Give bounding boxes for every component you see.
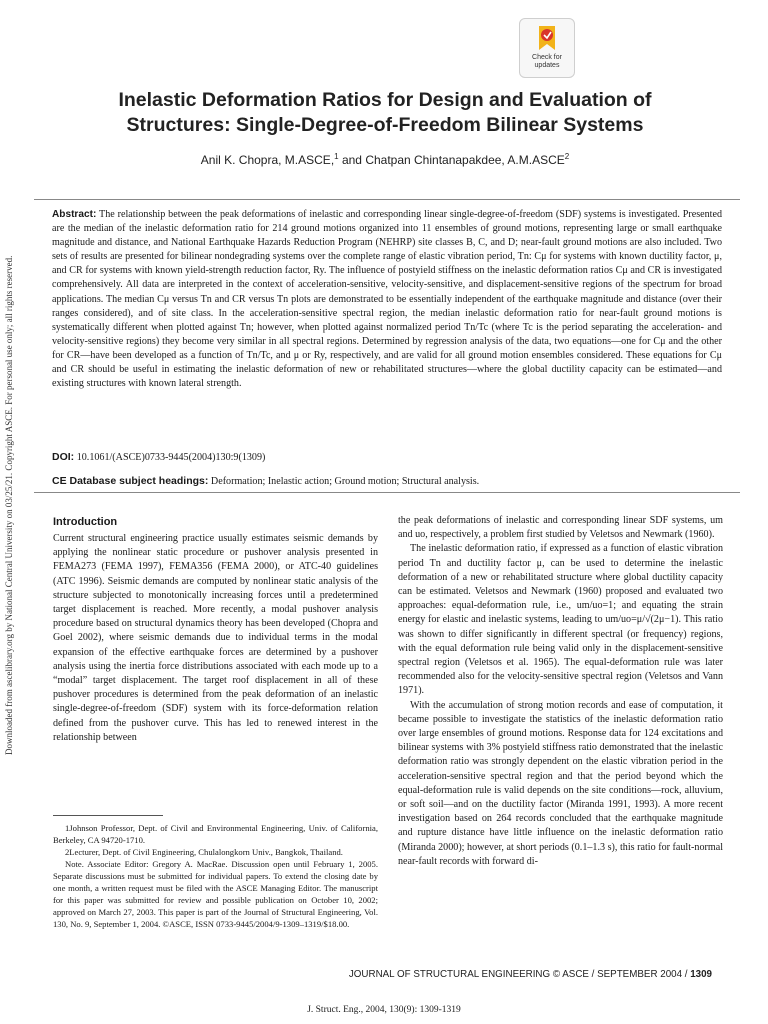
abstract-text: The relationship between the peak deformations of inelastic and corresponding linear single-degree-of-freedom (SDF) systems is investigated. Presented are the median of the inelastic deformation ratio for 214 ground motions organized into 11 ensembles of ground motions, representing large or small earthquake magnitude and distance, and National Earthquake Hazards Reduction Program (NEHRP) site classes B, C, and D; near-fault ground motions are also included. Two sets of results are presented for bilinear nondegrading systems over the complete range of elastic vibration period, Tn: Cμ for systems with known ductility factor, μ, and CR for systems with known yield-strength reduction factor, Ry. The influence of postyield stiffness on the inelastic deformation ratios Cμ and CR is investigated comprehensively. All data are interpreted in the context of acceleration-sensitive, velocity-sensitive, and displacement-sensitive regions of the spectrum for broad applications. The median Cμ versus Tn and CR versus Tn plots are demonstrated to be essentially independent of the earthquake magnitude and distance (over their ranges considered), and of site class. In the acceleration-sensitive spectral region, the median inelastic deformation ratio for near-fault ground motions is systematically different when plotted against Tn; however, when plotted against normalized period Tn/Tc (where Tc is the period separating the acceleration- and velocity-sensitive regions) they become very similar in all spectral regions. Determined by regression analysis of the data, two equations—one for Cμ and the other for CR—have been developed as a function of Tn/Tc, and μ or Ry, respectively, and are valid for all ground motion ensembles considered. These equations for Cμ and CR should be useful in estimating the inelastic deformation of new or rehabilitated structures—where the global ductility capacity can be estimated—and existing structures with known lateral strength. (52, 209, 722, 390)
paragraph: The inelastic deformation ratio, if expressed as a function of elastic vibration period Tn and ductility factor μ, can be used to determine the inelastic deformation of a new or rehabilitated structure where global ductility capacity can be estimated. Veletsos and Newmark (1960) proposed and evaluated two approaches: equal-deformation rule, i.e., um/uo=1; and equating the strain energy for elastic and inelastic systems, leading to um/uo=μ/√(2μ−1). This ratio was shown to differ significantly in different spectral (or frequency) regions, with the equal deformation rule being valid only in the displacement-sensitive spectral region (Veletsos et al. 1965). The equal-deformation rule was later recommended also for the velocity-sensitive spectral region (Veletsos and Vann 1971). (398, 543, 723, 697)
right-column (398, 514, 723, 954)
side-note-text: Downloaded from ascelibrary.org by National Central University on 03/25/21. Copyright ASCE. For personal use only; all rights reserved. (4, 255, 14, 755)
doi-label: DOI: (52, 451, 75, 463)
abstract-box (34, 199, 740, 493)
crossmark-bookmark-icon (536, 24, 558, 52)
check-for-updates-badge[interactable] (519, 18, 575, 78)
paragraph: With the accumulation of strong motion records and ease of computation, it became possible to investigate the statistics of the inelastic deformation ratio over large ensembles of ground motions. Response data for 124 excitations and bilinear systems with 3% postyield stiffness ratio demonstrated that the inelastic deformation ratio was strongly dependent on the elastic vibration period in the acceleration-sensitive spectral region and that the period beyond which the equal-deformation rule is valid depends on the site conditions—rock, alluvium, or soft soil—and on the ductility factor (Miranda 1991, 1993). A more recent investigation based on 264 records concluded that the earthquake magnitude and rupture distance have little influence on the inelastic deformation ratio (Miranda 2000); however, at short periods (0.1–1.3 s), this ratio for fault-normal near-fault records with forward di- (398, 699, 723, 867)
editorial-note: Note. Associate Editor: Gregory A. MacRae. Discussion open until February 1, 2005. Separate discussions must be submitted for individual papers. To extend the closing date by one month, a written request must be filed with the ASCE Managing Editor. The manuscript for this paper was submitted for review and possible publication on October 10, 2002; approved on March 27, 2003. This paper is part of the Journal of Structural Engineering, Vol. 130, No. 9, September 1, 2004. ©ASCE, ISSN 0733-9445/2004/9-1309–1319/$18.00. (53, 859, 378, 929)
subject-headings-label: CE Database subject headings: (52, 475, 209, 487)
paragraph: Current structural engineering practice usually estimates seismic demands by applying the nonlinear static procedure or pushover analysis presented in FEMA273 (FEMA 1997), FEMA356 (FEMA 2000), or ATC-40 guidelines (ATC 1996). Seismic demands are computed by nonlinear static analysis of the structure subjected to monotonically increasing forces until a predetermined target displacement is reached. More recently, a modal pushover analysis procedure based on structural dynamics theory has been developed (Chopra and Goel 2002), where seismic demands due to individual terms in the modal expansion of the effective earthquake forces are determined by a pushover analysis using the inertia force distributions associated with each mode up to a “modal” target displacement. The target roof displacement in all of these pushover procedures is determined from the peak deformation of an inelastic single-degree-of-freedom (SDF) system with its force-deformation relation defined from the pushover curve. This has led to renewed interest in the relationship between (53, 533, 378, 743)
subject-headings-line (52, 474, 722, 489)
download-side-note (4, 215, 14, 755)
abstract-label: Abstract: (52, 209, 97, 220)
section-heading-introduction: Introduction (53, 516, 118, 528)
left-column (53, 514, 378, 982)
citation-line: J. Struct. Eng., 2004, 130(9): 1309-1319 (307, 1005, 461, 1015)
left-column-body (53, 532, 378, 807)
doi-value[interactable]: 10.1061/(ASCE)0733-9445(2004)130:9(1309) (76, 452, 266, 463)
paragraph: the peak deformations of inelastic and corresponding linear SDF systems, um and uo, respectively, a problem first studied by Veletsos and Newmark (1960). (398, 515, 723, 541)
journal-running-footer: JOURNAL OF STRUCTURAL ENGINEERING © ASCE / SEPTEMBER 2004 / 1309 (348, 969, 712, 980)
subject-headings-value: Deformation; Inelastic action; Ground motion; Structural analysis. (210, 476, 480, 487)
abstract (52, 208, 722, 441)
author-line: Anil K. Chopra, M.ASCE,$^1$ and Chatpan Chintanapakdee, A.M.ASCE$^2$ (200, 152, 570, 167)
right-column-body (398, 514, 723, 954)
doi-line (52, 450, 722, 465)
page-number: 1309 (690, 969, 712, 980)
footnote-divider (53, 815, 163, 816)
footnotes (53, 822, 378, 982)
badge-label: Check for updates (532, 54, 562, 69)
footnote-2: 2Lecturer, Dept. of Civil Engineering, Chulalongkorn Univ., Bangkok, Thailand. (65, 847, 343, 857)
paper-title: Inelastic Deformation Ratios for Design and Evaluation of Structures: Single-Degree-of-Freedom Bilinear Systems (118, 89, 652, 136)
footnote-1: 1Johnson Professor, Dept. of Civil and Environmental Engineering, Univ. of California, Berkeley, CA 94720-1710. (53, 823, 378, 845)
